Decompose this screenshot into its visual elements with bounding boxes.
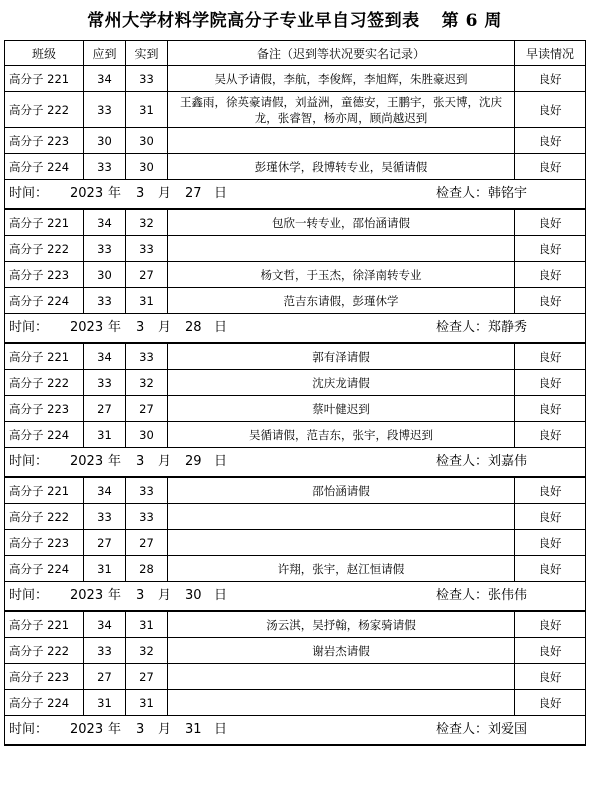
present-count-cell: 31	[126, 288, 168, 314]
class-cell: 高分子 224	[5, 288, 84, 314]
table-row	[5, 236, 586, 262]
present-count-cell: 33	[126, 504, 168, 530]
inspector-label: 检查人：	[436, 186, 489, 201]
note-cell	[168, 236, 515, 262]
table-row	[5, 422, 586, 448]
date-footer-content	[5, 582, 585, 610]
due-count-cell: 34	[84, 343, 126, 370]
inspector-name: 郑静秀	[488, 320, 528, 335]
table-row	[5, 664, 586, 690]
table-row	[5, 128, 586, 154]
status-cell: 良好	[515, 370, 586, 396]
table-row	[5, 262, 586, 288]
table-row	[5, 530, 586, 556]
note-cell: 杨文哲，于玉杰，徐泽南转专业	[168, 262, 515, 288]
class-cell: 高分子 222	[5, 370, 84, 396]
due-count-cell: 27	[84, 530, 126, 556]
date-month: 3	[136, 320, 145, 335]
month-unit: 月	[158, 186, 172, 201]
status-cell: 良好	[515, 422, 586, 448]
day-unit: 日	[214, 588, 228, 603]
note-cell: 邵怡涵请假	[168, 477, 515, 504]
date-month: 3	[136, 722, 145, 737]
status-cell: 良好	[515, 262, 586, 288]
inspector-name: 刘嘉伟	[488, 454, 528, 469]
note-cell: 蔡叶健迟到	[168, 396, 515, 422]
sheet-title	[0, 0, 589, 40]
due-count-cell: 33	[84, 154, 126, 180]
table-row	[5, 396, 586, 422]
date-year: 2023	[70, 320, 104, 335]
class-cell: 高分子 221	[5, 343, 84, 370]
class-cell: 高分子 221	[5, 477, 84, 504]
date-footer-cell	[5, 448, 586, 478]
class-cell: 高分子 221	[5, 209, 84, 236]
present-count-cell: 33	[126, 477, 168, 504]
date-footer-content	[5, 314, 585, 342]
inspector-label: 检查人：	[436, 722, 489, 737]
date-year: 2023	[70, 186, 104, 201]
due-count-cell: 27	[84, 396, 126, 422]
due-count-cell: 30	[84, 262, 126, 288]
header-status: 早读情况	[515, 41, 586, 66]
header-present: 实到	[126, 41, 168, 66]
due-count-cell: 30	[84, 128, 126, 154]
note-cell: 范吉东请假，彭瑾休学	[168, 288, 515, 314]
inspector-label: 检查人：	[436, 320, 489, 335]
inspector-label: 检查人：	[436, 588, 489, 603]
status-cell: 良好	[515, 504, 586, 530]
class-cell: 高分子 221	[5, 66, 84, 92]
month-unit: 月	[158, 722, 172, 737]
note-cell: 包欣一转专业，邵怡涵请假	[168, 209, 515, 236]
day-unit: 日	[214, 722, 228, 737]
present-count-cell: 32	[126, 370, 168, 396]
week-label: 第 6 周	[441, 11, 502, 31]
present-count-cell: 30	[126, 128, 168, 154]
note-cell: 许翔，张宇，赵江恒请假	[168, 556, 515, 582]
note-cell: 吴循请假，范吉东，张宇，段博迟到	[168, 422, 515, 448]
header-due: 应到	[84, 41, 126, 66]
status-cell: 良好	[515, 556, 586, 582]
table-row	[5, 92, 586, 128]
date-month: 3	[136, 588, 145, 603]
year-unit: 年	[108, 186, 122, 201]
class-cell: 高分子 223	[5, 128, 84, 154]
note-cell: 吴从予请假，李航，李俊辉，李旭辉，朱胜豪迟到	[168, 66, 515, 92]
date-year: 2023	[70, 722, 104, 737]
table-row	[5, 66, 586, 92]
status-cell: 良好	[515, 530, 586, 556]
class-cell: 高分子 223	[5, 262, 84, 288]
year-unit: 年	[108, 722, 122, 737]
due-count-cell: 33	[84, 288, 126, 314]
class-cell: 高分子 223	[5, 396, 84, 422]
note-cell	[168, 664, 515, 690]
inspector-field	[436, 180, 527, 208]
month-unit: 月	[158, 320, 172, 335]
due-count-cell: 31	[84, 556, 126, 582]
status-cell: 良好	[515, 690, 586, 716]
status-cell: 良好	[515, 92, 586, 128]
class-cell: 高分子 224	[5, 690, 84, 716]
status-cell: 良好	[515, 477, 586, 504]
due-count-cell: 31	[84, 690, 126, 716]
date-footer-cell	[5, 582, 586, 612]
class-cell: 高分子 222	[5, 236, 84, 262]
status-cell: 良好	[515, 664, 586, 690]
inspector-field	[436, 716, 527, 744]
status-cell: 良好	[515, 288, 586, 314]
present-count-cell: 31	[126, 611, 168, 638]
due-count-cell: 33	[84, 638, 126, 664]
status-cell: 良好	[515, 66, 586, 92]
day-unit: 日	[214, 454, 228, 469]
class-cell: 高分子 222	[5, 92, 84, 128]
date-footer-content	[5, 180, 585, 208]
time-label: 时间：	[9, 186, 49, 201]
inspector-name: 刘爱国	[488, 722, 528, 737]
due-count-cell: 33	[84, 370, 126, 396]
table-row	[5, 154, 586, 180]
header-note: 备注（迟到等状况要实名记录）	[168, 41, 515, 66]
date-day: 28	[185, 320, 202, 335]
present-count-cell: 33	[126, 236, 168, 262]
table-row	[5, 209, 586, 236]
header-row	[5, 41, 586, 66]
date-footer-cell	[5, 314, 586, 344]
date-month: 3	[136, 454, 145, 469]
table-row	[5, 556, 586, 582]
table-row	[5, 690, 586, 716]
table-row	[5, 370, 586, 396]
present-count-cell: 30	[126, 154, 168, 180]
inspector-name: 张伟伟	[488, 588, 528, 603]
inspector-field	[436, 448, 527, 476]
year-unit: 年	[108, 588, 122, 603]
month-unit: 月	[158, 454, 172, 469]
status-cell: 良好	[515, 611, 586, 638]
date-footer-content	[5, 448, 585, 476]
date-day: 29	[185, 454, 202, 469]
note-cell	[168, 690, 515, 716]
inspector-field	[436, 314, 527, 342]
year-unit: 年	[108, 454, 122, 469]
time-label: 时间：	[9, 454, 49, 469]
class-cell: 高分子 222	[5, 504, 84, 530]
present-count-cell: 33	[126, 66, 168, 92]
day-unit: 日	[214, 320, 228, 335]
note-cell: 谢岩杰请假	[168, 638, 515, 664]
time-label: 时间：	[9, 722, 49, 737]
note-cell	[168, 530, 515, 556]
present-count-cell: 30	[126, 422, 168, 448]
month-unit: 月	[158, 588, 172, 603]
note-cell: 王鑫雨，徐英豪请假，刘益洲，童德安，王鹏宇，张天博，沈庆龙，张睿智，杨亦周，顾尚越迟到	[168, 92, 515, 128]
present-count-cell: 31	[126, 92, 168, 128]
present-count-cell: 28	[126, 556, 168, 582]
date-footer-content	[5, 716, 585, 744]
year-unit: 年	[108, 320, 122, 335]
inspector-label: 检查人：	[436, 454, 489, 469]
date-footer-row	[5, 716, 586, 746]
due-count-cell: 33	[84, 92, 126, 128]
inspector-field	[436, 582, 527, 610]
note-cell: 沈庆龙请假	[168, 370, 515, 396]
table-row	[5, 638, 586, 664]
status-cell: 良好	[515, 396, 586, 422]
date-footer-cell	[5, 180, 586, 210]
status-cell: 良好	[515, 209, 586, 236]
present-count-cell: 27	[126, 664, 168, 690]
status-cell: 良好	[515, 236, 586, 262]
status-cell: 良好	[515, 128, 586, 154]
header-class: 班级	[5, 41, 84, 66]
time-label: 时间：	[9, 588, 49, 603]
present-count-cell: 33	[126, 343, 168, 370]
attendance-table	[4, 40, 586, 746]
date-day: 27	[185, 186, 202, 201]
date-footer-row	[5, 448, 586, 478]
table-row	[5, 504, 586, 530]
present-count-cell: 27	[126, 530, 168, 556]
class-cell: 高分子 221	[5, 611, 84, 638]
due-count-cell: 34	[84, 209, 126, 236]
date-day: 30	[185, 588, 202, 603]
class-cell: 高分子 224	[5, 154, 84, 180]
class-cell: 高分子 223	[5, 530, 84, 556]
class-cell: 高分子 223	[5, 664, 84, 690]
class-cell: 高分子 222	[5, 638, 84, 664]
note-cell: 汤云淇，吴抒翰，杨家骑请假	[168, 611, 515, 638]
present-count-cell: 32	[126, 638, 168, 664]
table-row	[5, 611, 586, 638]
table-row	[5, 477, 586, 504]
due-count-cell: 31	[84, 422, 126, 448]
date-footer-cell	[5, 716, 586, 746]
status-cell: 良好	[515, 638, 586, 664]
note-cell	[168, 504, 515, 530]
due-count-cell: 34	[84, 611, 126, 638]
class-cell: 高分子 224	[5, 422, 84, 448]
class-cell: 高分子 224	[5, 556, 84, 582]
status-cell: 良好	[515, 154, 586, 180]
due-count-cell: 34	[84, 66, 126, 92]
present-count-cell: 27	[126, 262, 168, 288]
date-footer-row	[5, 314, 586, 344]
note-cell	[168, 128, 515, 154]
inspector-name: 韩铭宇	[488, 186, 528, 201]
date-month: 3	[136, 186, 145, 201]
date-day: 31	[185, 722, 202, 737]
time-label: 时间：	[9, 320, 49, 335]
note-cell: 郭有泽请假	[168, 343, 515, 370]
day-unit: 日	[214, 186, 228, 201]
attendance-body	[5, 41, 586, 746]
due-count-cell: 33	[84, 504, 126, 530]
table-row	[5, 343, 586, 370]
note-cell: 彭瑾休学，段博转专业，吴循请假	[168, 154, 515, 180]
due-count-cell: 34	[84, 477, 126, 504]
due-count-cell: 33	[84, 236, 126, 262]
date-year: 2023	[70, 588, 104, 603]
present-count-cell: 31	[126, 690, 168, 716]
due-count-cell: 27	[84, 664, 126, 690]
status-cell: 良好	[515, 343, 586, 370]
date-footer-row	[5, 582, 586, 612]
table-row	[5, 288, 586, 314]
date-footer-row	[5, 180, 586, 210]
title-text: 常州大学材料学院高分子专业早自习签到表	[87, 11, 420, 31]
present-count-cell: 32	[126, 209, 168, 236]
present-count-cell: 27	[126, 396, 168, 422]
date-year: 2023	[70, 454, 104, 469]
